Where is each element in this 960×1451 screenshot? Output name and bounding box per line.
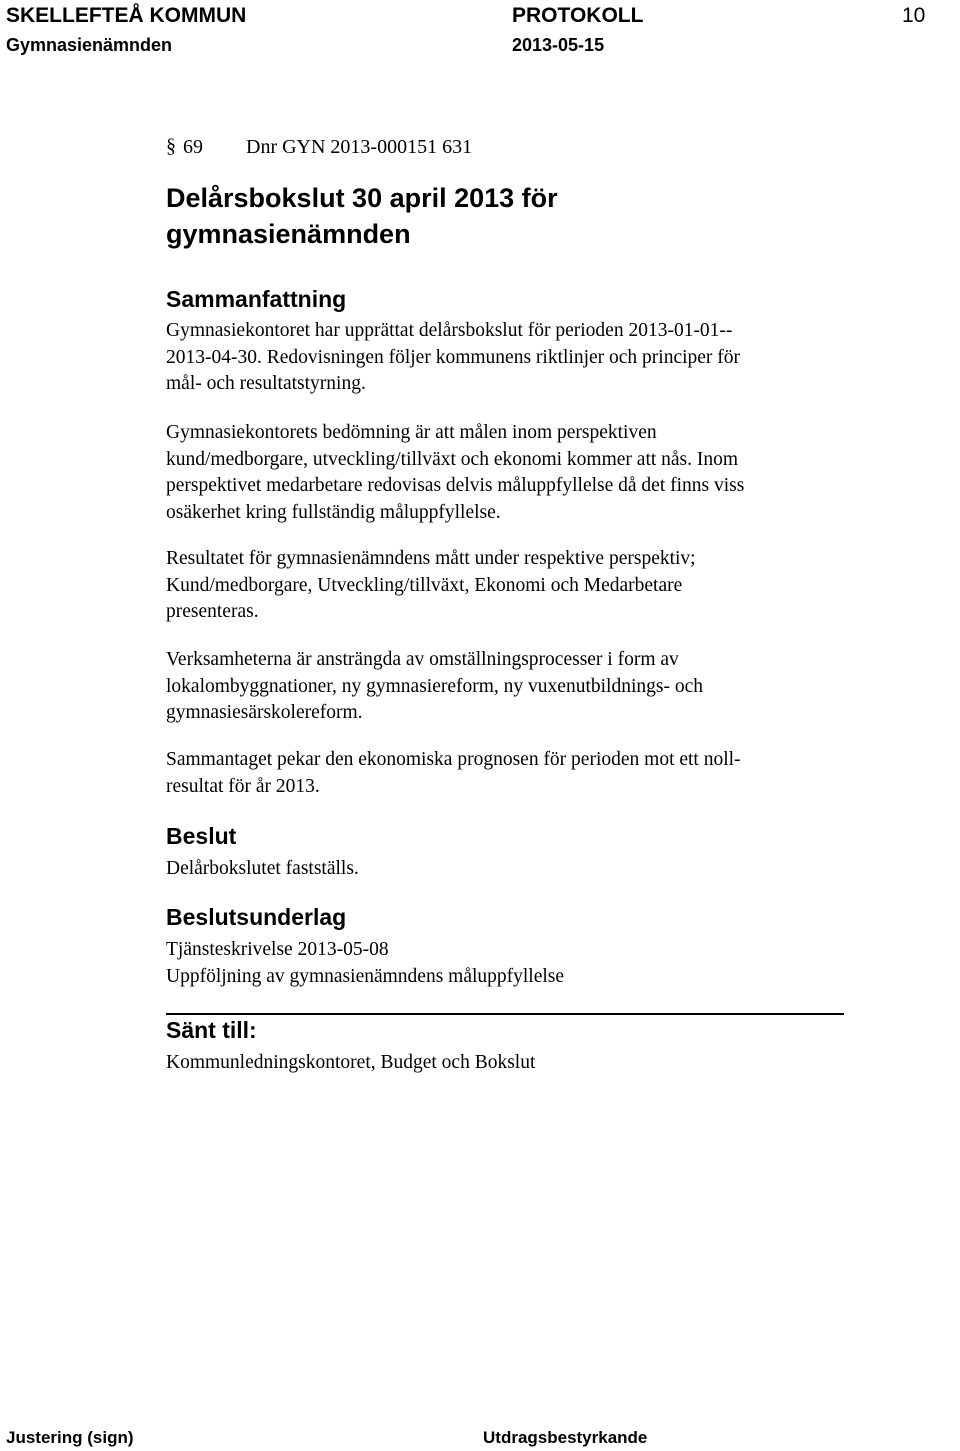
summary-paragraph: [166, 747, 846, 800]
page-title-line: Delårsbokslut 30 april 2013 för: [166, 183, 558, 213]
summary-paragraph: [166, 647, 846, 727]
footer-certification-label: Utdragsbestyrkande: [483, 1428, 648, 1447]
distribution-heading: Sänt till:: [166, 1017, 257, 1043]
text-line: mål- och resultatstyrning.: [166, 373, 366, 394]
footer-signature-label: Justering (sign): [6, 1428, 134, 1447]
summary-paragraph: [166, 420, 846, 526]
summary-paragraph: [166, 318, 846, 398]
page-number: 10: [902, 4, 926, 27]
basis-heading: Beslutsunderlag: [166, 904, 347, 930]
separator-line: [166, 1013, 844, 1015]
text-line: perspektivet medarbetare redovisas delvis måluppfyllelse då det finns viss: [166, 475, 745, 496]
page-title: [166, 180, 558, 252]
registration-number: Dnr GYN 2013-000151 631: [246, 136, 473, 158]
text-line: lokalombyggnationer, ny gymnasiereform, ny vuxenutbildnings- och: [166, 675, 703, 697]
text-line: 2013-04-30. Redovisningen följer kommunens riktlinjer och principer för: [166, 346, 741, 368]
decision-heading: Beslut: [166, 823, 237, 849]
basis-item: Tjänsteskrivelse 2013-05-08: [166, 939, 389, 960]
text-line: Gymnasiekontorets bedömning är att målen inom perspektiven: [166, 422, 657, 443]
text-line: presenteras.: [166, 601, 259, 622]
paragraph-number: 69: [183, 136, 203, 158]
page-title-line: gymnasienämnden: [166, 219, 411, 249]
basis-item: Uppföljning av gymnasienämndens måluppfyllelse: [166, 965, 565, 987]
text-line: resultat för år 2013.: [166, 775, 320, 797]
summary-paragraph: [166, 546, 846, 626]
text-line: kund/medborgare, utveckling/tillväxt och ekonomi kommer att nås. Inom: [166, 448, 739, 470]
text-line: Kund/medborgare, Utveckling/tillväxt, Ekonomi och Medarbetare: [166, 574, 683, 596]
document-type: PROTOKOLL: [512, 4, 644, 27]
text-line: Resultatet för gymnasienämndens mått under respektive perspektiv;: [166, 548, 696, 569]
text-line: Sammantaget pekar den ekonomiska prognosen för perioden mot ett noll-: [166, 749, 741, 770]
meeting-date: 2013-05-15: [512, 35, 605, 55]
distribution-text: [166, 1050, 846, 1077]
text-line: gymnasiesärskolereform.: [166, 702, 363, 723]
summary-heading: Sammanfattning: [166, 286, 347, 312]
text-line: Delårbokslutet fastställs.: [166, 858, 359, 879]
decision-text: [166, 856, 846, 883]
municipality-name: SKELLEFTEÅ KOMMUN: [6, 4, 247, 27]
basis-list: [166, 937, 846, 990]
paragraph-symbol: §: [166, 135, 176, 157]
text-line: osäkerhet kring fullständig måluppfyllelse.: [166, 501, 501, 523]
text-line: Kommunledningskontoret, Budget och Bokslut: [166, 1052, 536, 1073]
committee-name: Gymnasienämnden: [6, 35, 173, 55]
text-line: Verksamheterna är ansträngda av omställningsprocesser i form av: [166, 649, 679, 670]
text-line: Gymnasiekontoret har upprättat delårsbokslut för perioden 2013-01-01--: [166, 320, 733, 341]
